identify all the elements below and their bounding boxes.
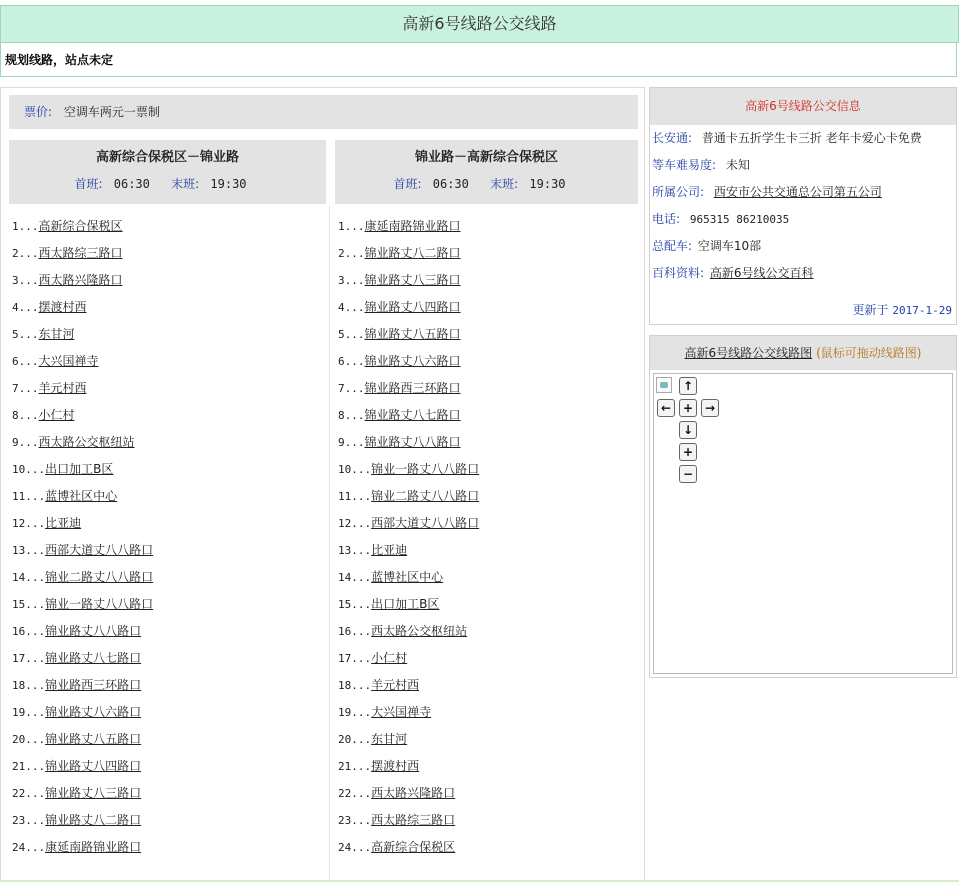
stop-link[interactable]: 西部大道丈八八路口 [371, 516, 480, 530]
stop-link[interactable]: 锦业路丈八四路口 [364, 300, 461, 314]
stop-link[interactable]: 比亚迪 [371, 543, 408, 557]
stop-list-item [338, 834, 638, 861]
stop-link[interactable]: 锦业路丈八七路口 [364, 408, 461, 422]
stop-list-item [338, 618, 638, 645]
stop-number: 7... [12, 382, 39, 395]
stop-link[interactable]: 高新综合保税区 [38, 219, 123, 233]
stop-link[interactable]: 锦业路丈八六路口 [364, 354, 461, 368]
stop-link[interactable]: 出口加工B区 [371, 597, 440, 611]
stop-link[interactable]: 锦业路丈八四路口 [45, 759, 142, 773]
stop-list-item [338, 753, 638, 780]
first-bus-time: 06:30 [432, 177, 469, 191]
stop-list-item [338, 780, 638, 807]
stop-link[interactable]: 西太路公交枢纽站 [371, 624, 468, 638]
stop-list-item [12, 780, 322, 807]
stop-number: 16... [12, 625, 46, 638]
card-label: 长安通: [652, 131, 693, 145]
stop-list-item [12, 645, 322, 672]
stop-number: 9... [338, 436, 365, 449]
route-map-canvas[interactable] [653, 373, 953, 674]
zoom-out-icon[interactable]: − [679, 465, 697, 483]
vehicles-value: 空调车10部 [697, 239, 762, 253]
stop-link[interactable]: 锦业路丈八五路口 [45, 732, 142, 746]
stop-link[interactable]: 蓝博社区中心 [45, 489, 118, 503]
stop-link[interactable]: 摆渡村西 [38, 300, 87, 314]
vehicles-row [650, 233, 956, 260]
stop-link[interactable]: 锦业二路丈八八路口 [371, 489, 480, 503]
last-bus-label: 末班: [490, 177, 519, 191]
stop-list-item [12, 726, 322, 753]
stop-list-item [338, 699, 638, 726]
phone-label: 电话: [652, 212, 681, 226]
last-bus-time: 19:30 [210, 177, 247, 191]
stop-number: 9... [12, 436, 39, 449]
wiki-link[interactable]: 高新6号线公交百科 [709, 266, 814, 280]
stop-link[interactable]: 锦业一路丈八八路口 [45, 597, 154, 611]
stop-link[interactable]: 出口加工B区 [45, 462, 114, 476]
stop-number: 19... [12, 706, 46, 719]
arrow-up-icon[interactable]: ↑ [679, 377, 697, 395]
stop-number: 10... [338, 463, 372, 476]
updated-label: 更新于 [852, 303, 889, 317]
stop-link[interactable]: 锦业路丈八三路口 [45, 786, 142, 800]
stop-list-item [12, 834, 322, 861]
fare-label: 票价: [24, 105, 53, 119]
stop-link[interactable]: 西太路综三路口 [38, 246, 123, 260]
stop-link[interactable]: 比亚迪 [45, 516, 82, 530]
stop-list-item [12, 240, 322, 267]
arrow-left-icon[interactable]: ← [657, 399, 675, 417]
stop-link[interactable]: 康延南路锦业路口 [45, 840, 142, 854]
fare-bar [9, 95, 638, 129]
stop-list-return [338, 213, 638, 861]
phone-row [650, 206, 956, 233]
column-divider [329, 206, 330, 882]
wiki-label: 百科资料: [652, 266, 705, 280]
updated-stamp [853, 301, 952, 318]
stop-number: 3... [338, 274, 365, 287]
stop-number: 13... [12, 544, 46, 557]
stop-number: 21... [12, 760, 46, 773]
stop-number: 11... [12, 490, 46, 503]
direction-title: 高新综合保税区－锦业路 [95, 150, 239, 165]
stop-list-item [12, 591, 322, 618]
stop-number: 2... [12, 247, 39, 260]
last-bus-time: 19:30 [529, 177, 566, 191]
stop-number: 18... [338, 679, 372, 692]
updated-date: 2017-1-29 [892, 304, 952, 317]
page-title: 高新6号线路公交线路 [0, 5, 959, 43]
stop-link[interactable]: 高新综合保税区 [371, 840, 456, 854]
stop-list-item [338, 294, 638, 321]
stop-list-outbound [12, 213, 322, 861]
stop-number: 6... [12, 355, 39, 368]
stop-list-item [12, 699, 322, 726]
stop-link[interactable]: 羊元村西 [38, 381, 87, 395]
stop-number: 15... [338, 598, 372, 611]
pan-center-icon[interactable]: + [679, 399, 697, 417]
vehicles-label: 总配车: [652, 239, 693, 253]
stop-number: 22... [12, 787, 46, 800]
direction-times [335, 175, 638, 192]
company-link[interactable]: 西安市公共交通总公司第五公司 [713, 185, 882, 199]
stop-number: 12... [338, 517, 372, 530]
stop-number: 20... [12, 733, 46, 746]
stop-list-item [338, 240, 638, 267]
fare-value: 空调车两元一票制 [63, 105, 160, 119]
stop-number: 21... [338, 760, 372, 773]
stop-list-item [338, 537, 638, 564]
direction-title: 锦业路－高新综合保税区 [414, 150, 558, 165]
stop-list-item [338, 564, 638, 591]
stop-link[interactable]: 锦业二路丈八八路口 [45, 570, 154, 584]
stop-link[interactable]: 羊元村西 [371, 678, 420, 692]
stop-link[interactable]: 东甘河 [38, 327, 75, 341]
stop-number: 22... [338, 787, 372, 800]
stop-list-item [12, 267, 322, 294]
direction-header-return [335, 140, 638, 204]
stop-link[interactable]: 小仁村 [371, 651, 408, 665]
arrow-right-icon[interactable]: → [701, 399, 719, 417]
stop-link[interactable]: 东甘河 [371, 732, 408, 746]
stop-number: 6... [338, 355, 365, 368]
difficulty-value: 未知 [725, 158, 750, 172]
stop-list-item [12, 348, 322, 375]
stop-link[interactable]: 西太路公交枢纽站 [38, 435, 135, 449]
stop-number: 3... [12, 274, 39, 287]
stop-number: 20... [338, 733, 372, 746]
stop-number: 7... [338, 382, 365, 395]
card-value: 普通卡五折学生卡三折 老年卡爱心卡免费 [701, 131, 922, 145]
stop-number: 19... [338, 706, 372, 719]
stop-number: 16... [338, 625, 372, 638]
stop-number: 14... [12, 571, 46, 584]
stop-link[interactable]: 锦业路丈八六路口 [45, 705, 142, 719]
zoom-in-icon[interactable]: + [679, 443, 697, 461]
stop-number: 24... [338, 841, 372, 854]
route-notice: 规划线路，站点未定 [0, 43, 957, 77]
stop-link[interactable]: 锦业路丈八七路口 [45, 651, 142, 665]
stop-list-item [12, 456, 322, 483]
stop-number: 17... [12, 652, 46, 665]
stop-number: 18... [12, 679, 46, 692]
stop-link[interactable]: 西太路兴隆路口 [371, 786, 456, 800]
stop-link[interactable]: 锦业路丈八五路口 [364, 327, 461, 341]
stop-link[interactable]: 锦业路丈八二路口 [364, 246, 461, 260]
last-bus-label: 末班: [171, 177, 200, 191]
arrow-down-icon[interactable]: ↓ [679, 421, 697, 439]
route-map-panel [649, 335, 957, 678]
stop-number: 8... [12, 409, 39, 422]
stop-list-item [338, 375, 638, 402]
stop-list-item [338, 591, 638, 618]
map-header [650, 336, 956, 370]
first-bus-label: 首班: [74, 177, 103, 191]
route-panel [0, 87, 645, 881]
stop-link[interactable]: 锦业路丈八二路口 [45, 813, 142, 827]
stop-list-item [338, 483, 638, 510]
stop-link[interactable]: 摆渡村西 [371, 759, 420, 773]
stop-list-item [12, 294, 322, 321]
stop-link[interactable]: 康延南路锦业路口 [364, 219, 461, 233]
stop-number: 8... [338, 409, 365, 422]
stop-number: 13... [338, 544, 372, 557]
stop-link[interactable]: 蓝博社区中心 [371, 570, 444, 584]
direction-times [9, 175, 326, 192]
stop-link[interactable]: 大兴国禅寺 [371, 705, 432, 719]
stop-list-item [12, 753, 322, 780]
stop-number: 10... [12, 463, 46, 476]
stop-list-item [338, 213, 638, 240]
stop-list-item [338, 726, 638, 753]
stop-link[interactable]: 锦业路丈八八路口 [364, 435, 461, 449]
stop-list-item [338, 645, 638, 672]
stop-number: 5... [12, 328, 39, 341]
stop-list-item [338, 267, 638, 294]
stop-list-item [338, 510, 638, 537]
stop-number: 2... [338, 247, 365, 260]
stop-list-item [12, 213, 322, 240]
first-bus-time: 06:30 [113, 177, 150, 191]
stop-link[interactable]: 锦业路西三环路口 [45, 678, 142, 692]
route-info-panel [649, 87, 957, 325]
stop-number: 4... [338, 301, 365, 314]
stop-list-item [338, 348, 638, 375]
stop-list-item [12, 537, 322, 564]
stop-list-item [12, 672, 322, 699]
difficulty-label: 等车难易度: [652, 158, 717, 172]
stop-list-item [12, 564, 322, 591]
map-drag-hint: (鼠标可拖动线路图) [816, 346, 922, 360]
stop-link[interactable]: 锦业路西三环路口 [364, 381, 461, 395]
info-title: 高新6号线路公交信息 [650, 88, 956, 125]
stop-number: 14... [338, 571, 372, 584]
stop-number: 23... [338, 814, 372, 827]
stop-number: 24... [12, 841, 46, 854]
stop-list-item [12, 510, 322, 537]
stop-link[interactable]: 锦业路丈八八路口 [45, 624, 142, 638]
stop-number: 5... [338, 328, 365, 341]
stop-link[interactable]: 锦业路丈八三路口 [364, 273, 461, 287]
stop-list-item [12, 618, 322, 645]
stop-number: 1... [338, 220, 365, 233]
company-row [650, 179, 956, 206]
stop-list-item [12, 321, 322, 348]
route-map-link[interactable]: 高新6号线路公交线路图 [684, 346, 813, 360]
stop-list-item [12, 483, 322, 510]
card-discount-row [650, 125, 956, 152]
stop-list-item [12, 402, 322, 429]
stop-link[interactable]: 西部大道丈八八路口 [45, 543, 154, 557]
stop-number: 17... [338, 652, 372, 665]
stop-list-item [338, 321, 638, 348]
stop-link[interactable]: 锦业一路丈八八路口 [371, 462, 480, 476]
stop-link[interactable]: 西太路兴隆路口 [38, 273, 123, 287]
stop-list-item [338, 402, 638, 429]
wiki-row [650, 260, 956, 287]
stop-number: 12... [12, 517, 46, 530]
stop-link[interactable]: 小仁村 [38, 408, 75, 422]
stop-link[interactable]: 西太路综三路口 [371, 813, 456, 827]
broken-image-icon [656, 377, 672, 393]
stop-list-item [338, 672, 638, 699]
stop-list-item [338, 807, 638, 834]
stop-link[interactable]: 大兴国禅寺 [38, 354, 99, 368]
stop-list-item [338, 456, 638, 483]
stop-list-item [12, 375, 322, 402]
stop-number: 23... [12, 814, 46, 827]
difficulty-row [650, 152, 956, 179]
company-label: 所属公司: [652, 185, 705, 199]
phone-value: 965315 86210035 [689, 213, 790, 226]
stop-number: 15... [12, 598, 46, 611]
stop-list-item [338, 429, 638, 456]
stop-number: 1... [12, 220, 39, 233]
stop-list-item [12, 807, 322, 834]
stop-number: 11... [338, 490, 372, 503]
direction-header-outbound [9, 140, 326, 204]
stop-number: 4... [12, 301, 39, 314]
first-bus-label: 首班: [393, 177, 422, 191]
stop-list-item [12, 429, 322, 456]
